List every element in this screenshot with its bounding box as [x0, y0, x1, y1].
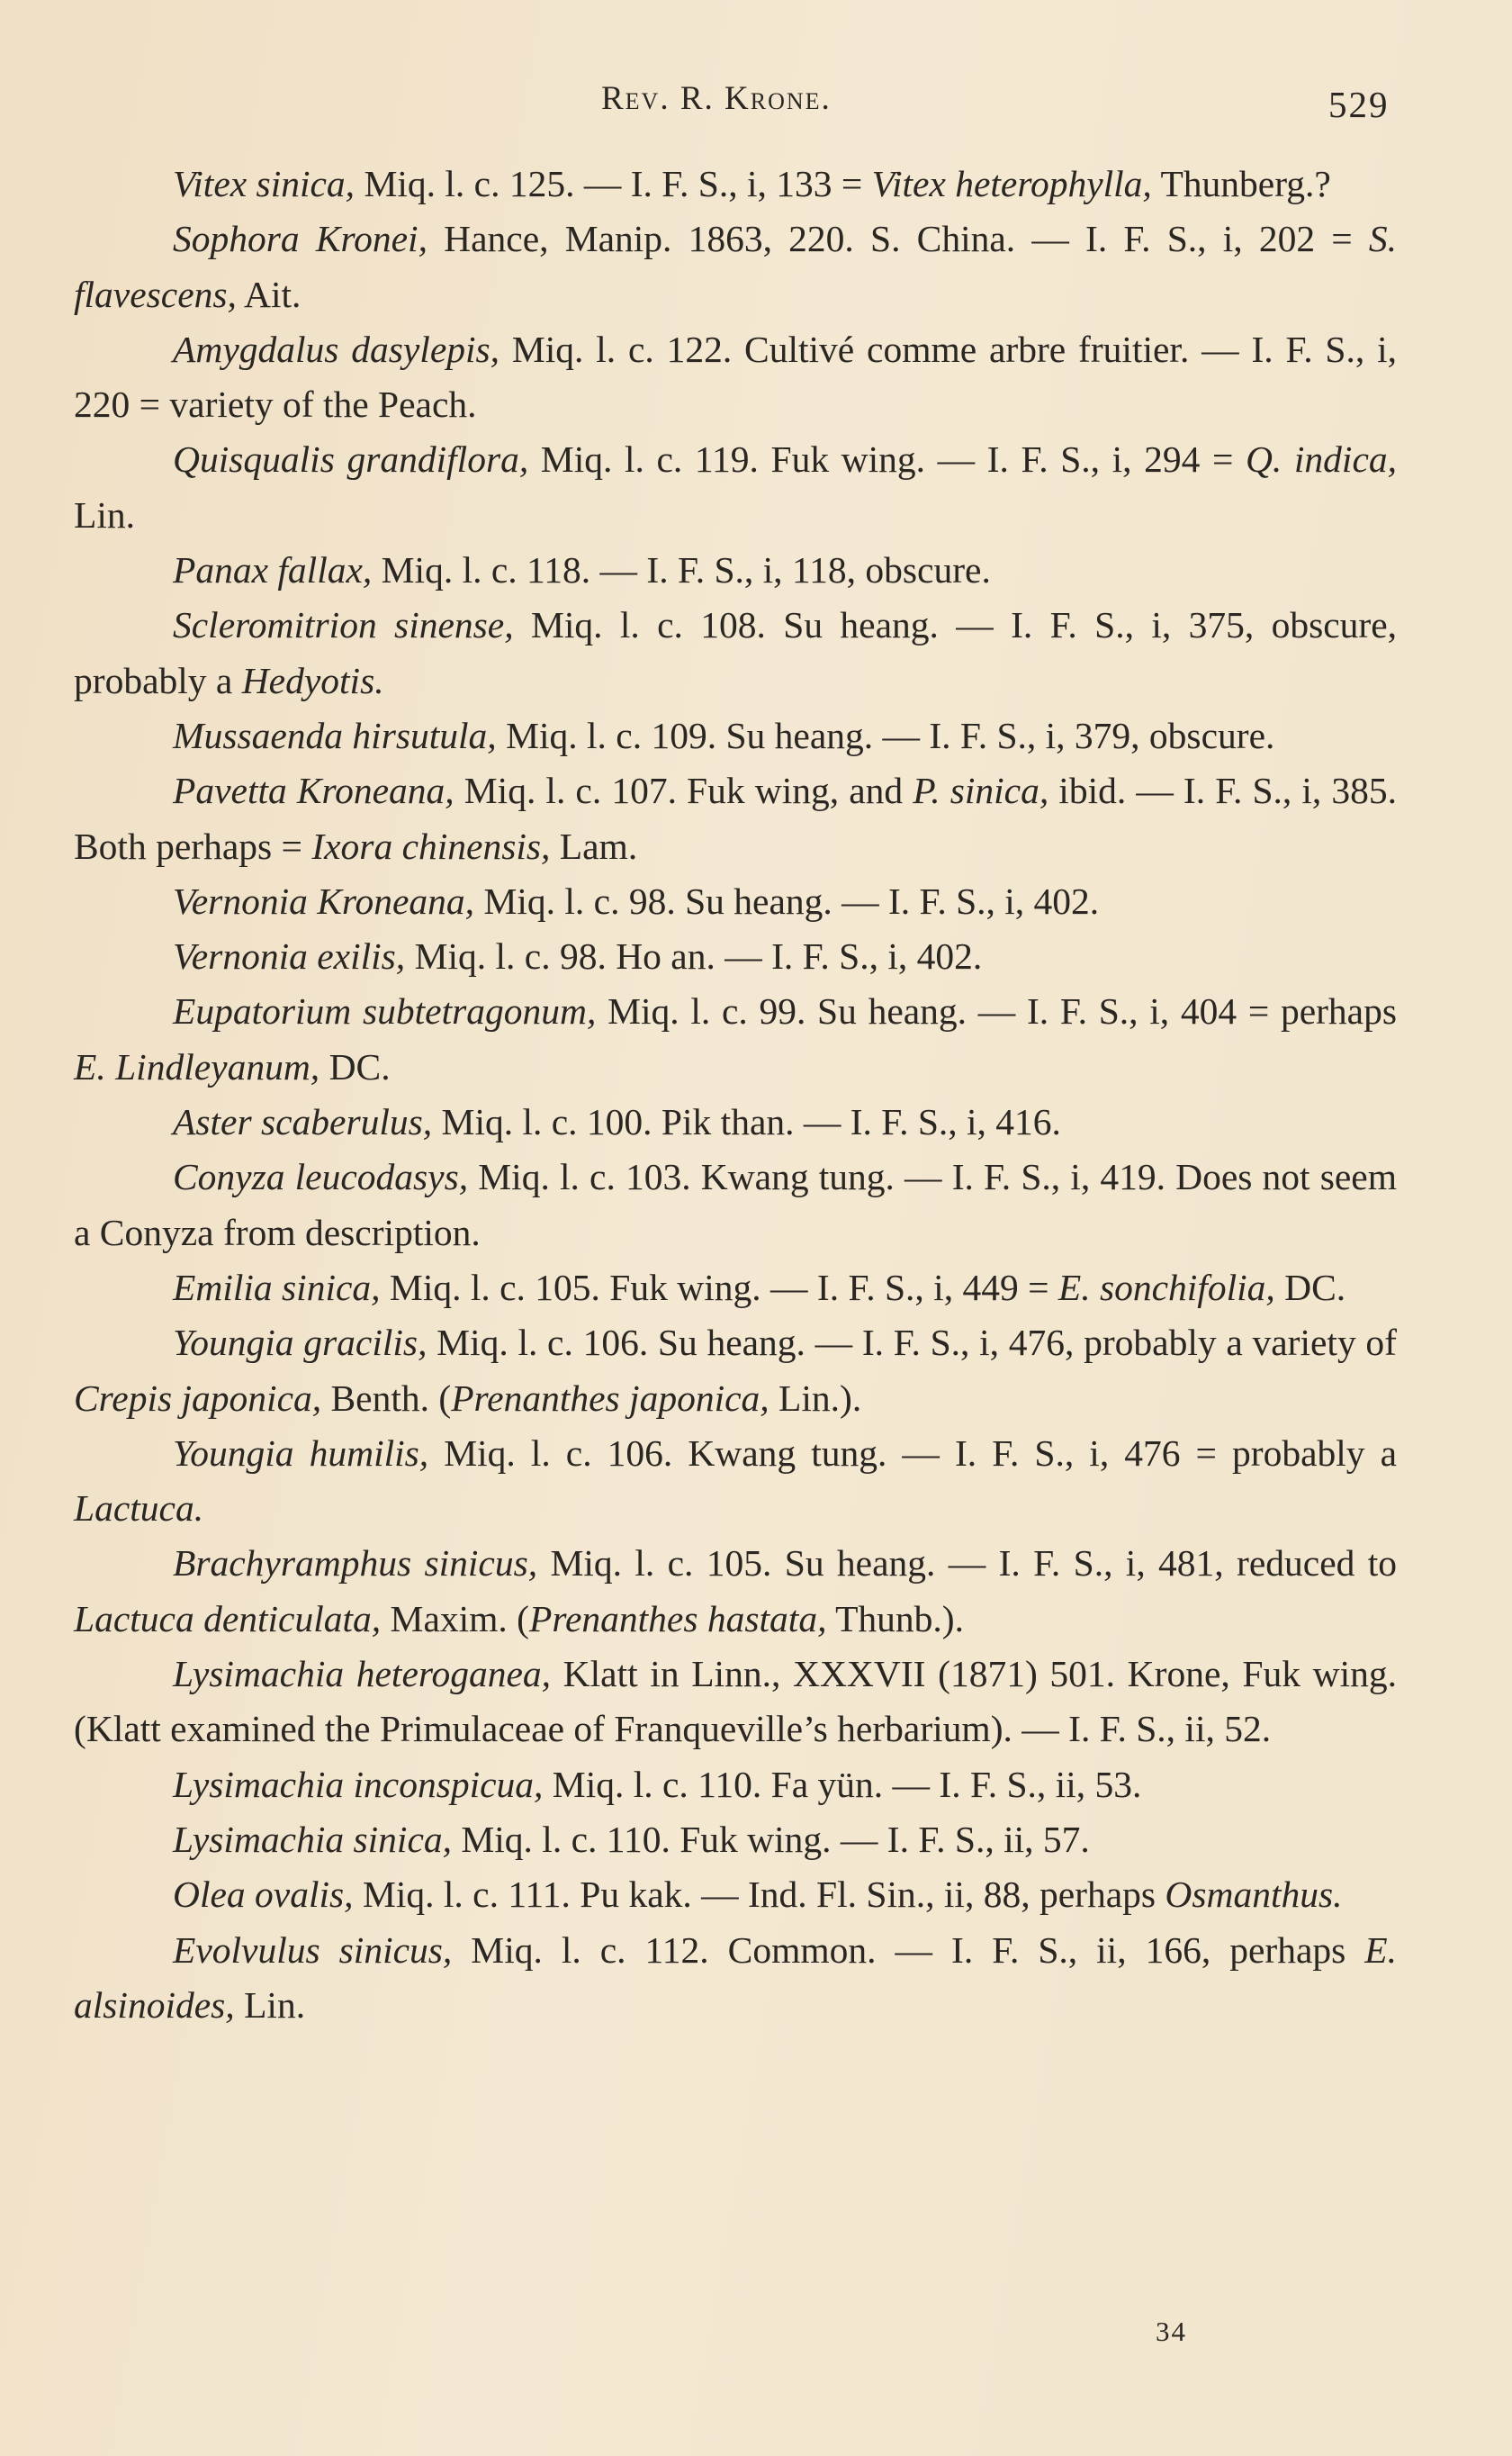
entry-text-end: Lin. — [234, 1983, 306, 2026]
synonym: Lactuca. — [74, 1487, 204, 1530]
entry-text-end: DC. — [320, 1045, 391, 1088]
entry — [74, 1536, 1397, 1647]
entry — [74, 598, 1397, 709]
species-name: Pavetta Kroneana, — [173, 770, 454, 812]
entry-text: Miq. l. c. 110. Fa yün. — I. F. S., ii, 53. — [543, 1763, 1142, 1805]
entry-text-end: Benth. ( — [321, 1377, 452, 1419]
synonym: Hedyotis. — [241, 659, 384, 701]
species-name: Mussaenda hirsutula, — [173, 714, 497, 756]
entry — [74, 1757, 1397, 1812]
species-name: Emilia sinica, — [173, 1266, 381, 1308]
entry — [74, 1095, 1397, 1150]
entry — [74, 1315, 1397, 1426]
synonym-2: Prenanthes hastata, — [529, 1597, 827, 1639]
entry — [74, 543, 1397, 598]
species-name: Scleromitrion sinense, — [173, 604, 514, 646]
species-name: Youngia humilis, — [173, 1431, 429, 1474]
entry — [74, 1260, 1397, 1315]
species-name: Amygdalus dasylepis, — [173, 328, 500, 370]
species-name: Vernonia exilis, — [173, 935, 406, 978]
entry — [74, 1812, 1397, 1867]
entry-text-end-2: Thunb.). — [826, 1597, 964, 1639]
body-text — [74, 157, 1397, 2033]
entry-text: Miq. l. c. 118. — I. F. S., i, 118, obscure. — [372, 549, 991, 591]
entry-text-end: Maxim. ( — [381, 1597, 529, 1639]
species-name: Lysimachia heteroganea, — [173, 1653, 552, 1695]
entry — [74, 984, 1397, 1095]
entry-text: Miq. l. c. 105. Su heang. — I. F. S., i, 481, reduced to — [537, 1542, 1397, 1585]
synonym: Crepis japonica, — [74, 1377, 322, 1419]
entry-text-end: Lin. — [74, 493, 136, 536]
entry-text: Miq. l. c. 112. Common. — I. F. S., ii, 166, perhaps — [452, 1928, 1365, 1971]
species-name: Vernonia Kroneana, — [173, 880, 475, 922]
page-number: 529 — [1328, 84, 1390, 125]
entry-text: Hance, Manip. 1863, 220. S. China. — I. F. S., i, 202 = — [427, 218, 1369, 260]
synonym: E. Lindleyanum, — [74, 1045, 320, 1088]
entry-text: Klatt in Linn., XXXVII (1871) 501. Krone, Fuk wing. (Klatt examined the Primulaceae of Franqueville’s herbarium). — I. F. S., ii, 52. — [74, 1653, 1397, 1750]
synonym: Osmanthus. — [1165, 1874, 1343, 1916]
entry-text: Miq. l. c. 125. — I. F. S., i, 133 = — [355, 163, 872, 204]
species-name: Vitex sinica, — [173, 163, 356, 204]
running-head: Rev. R. Krone. — [601, 80, 832, 117]
species-name: Eupatorium subtetragonum, — [173, 990, 597, 1033]
entry — [74, 1150, 1397, 1260]
entry-text: Miq. l. c. 98. Ho an. — I. F. S., i, 402. — [405, 935, 983, 978]
synonym: E. alsinoides, — [74, 1928, 1397, 2026]
entry — [74, 929, 1397, 984]
entry-text-end-2: Lin.). — [769, 1377, 862, 1419]
species-name: Brachyramphus sinicus, — [173, 1542, 538, 1585]
entry-text: Miq. l. c. 106. Su heang. — I. F. S., i, 476, probably a variety of — [427, 1322, 1397, 1364]
synonym: E. sonchifolia, — [1058, 1266, 1275, 1308]
entry-text: Miq. l. c. 103. Kwang tung. — I. F. S., i, 419. Does not seem a Conyza from description. — [74, 1156, 1398, 1253]
entry — [74, 1426, 1397, 1537]
entry — [74, 432, 1397, 543]
synonym-2: Ixora chinensis, — [311, 825, 551, 867]
entry — [74, 212, 1397, 322]
species-name: Sophora Kronei, — [173, 218, 428, 260]
signature-mark: 34 — [1156, 2316, 1187, 2347]
entry-text-end: ibid. — I. F. S., i, 385. Both perhaps = — [74, 770, 1397, 867]
species-name: Quisqualis grandiflora, — [173, 438, 529, 481]
synonym: Lactuca denticulata, — [74, 1597, 382, 1639]
entry-text-end: DC. — [1274, 1266, 1346, 1308]
species-name: Aster scaberulus, — [173, 1101, 433, 1143]
species-name: Olea ovalis, — [173, 1874, 354, 1916]
species-name: Evolvulus sinicus, — [173, 1928, 453, 1971]
entry-text: Miq. l. c. 105. Fuk wing. — I. F. S., i, 449 = — [380, 1266, 1058, 1308]
entry — [74, 709, 1397, 763]
entry — [74, 763, 1397, 874]
entry — [74, 1923, 1397, 2034]
entry-text: Miq. l. c. 106. Kwang tung. — I. F. S., i, 476 = probably a — [428, 1431, 1397, 1474]
species-name: Lysimachia inconspicua, — [173, 1763, 544, 1805]
entry-text: Miq. l. c. 119. Fuk wing. — I. F. S., i, 294 = — [528, 438, 1246, 481]
entry — [74, 874, 1397, 929]
species-name: Panax fallax, — [173, 549, 373, 591]
entry-text: Miq. l. c. 122. Cultivé comme arbre fruitier. — I. F. S., i, 220 = variety of the Peach. — [74, 328, 1397, 426]
entry-text: Miq. l. c. 107. Fuk wing, and — [454, 770, 914, 812]
synonym: Vitex heterophylla, — [871, 163, 1152, 204]
synonym: S. flavescens, — [74, 218, 1398, 315]
entry — [74, 1867, 1397, 1922]
entry-text-end-2: Lam. — [550, 825, 638, 867]
synonym-2: Prenanthes japonica, — [451, 1377, 770, 1419]
entry-text: Miq. l. c. 100. Pik than. — I. F. S., i, 416. — [432, 1101, 1061, 1143]
entry-text: Miq. l. c. 110. Fuk wing. — I. F. S., ii, 57. — [452, 1818, 1090, 1860]
entry-text-end: Ait. — [236, 273, 302, 315]
entry-text: Miq. l. c. 99. Su heang. — I. F. S., i, 404 = perhaps — [596, 990, 1398, 1033]
species-name: Lysimachia sinica, — [173, 1818, 452, 1860]
entry-text: Miq. l. c. 98. Su heang. — I. F. S., i, 402. — [474, 880, 1100, 922]
synonym: P. sinica, — [913, 770, 1049, 812]
species-name: Conyza leucodasys, — [173, 1156, 469, 1198]
entry — [74, 322, 1397, 433]
entry-text-end: Thunberg.? — [1151, 163, 1331, 204]
entry-text: Miq. l. c. 109. Su heang. — I. F. S., i, 379, obscure. — [496, 714, 1275, 756]
entry — [74, 1647, 1397, 1757]
synonym: Q. indica, — [1245, 438, 1397, 481]
species-name: Youngia gracilis, — [173, 1322, 428, 1364]
entry-text: Miq. l. c. 108. Su heang. — I. F. S., i, 375, obscure, probably a — [74, 604, 1398, 701]
entry — [74, 157, 1397, 212]
entry-text: Miq. l. c. 111. Pu kak. — Ind. Fl. Sin., ii, 88, perhaps — [353, 1874, 1166, 1916]
